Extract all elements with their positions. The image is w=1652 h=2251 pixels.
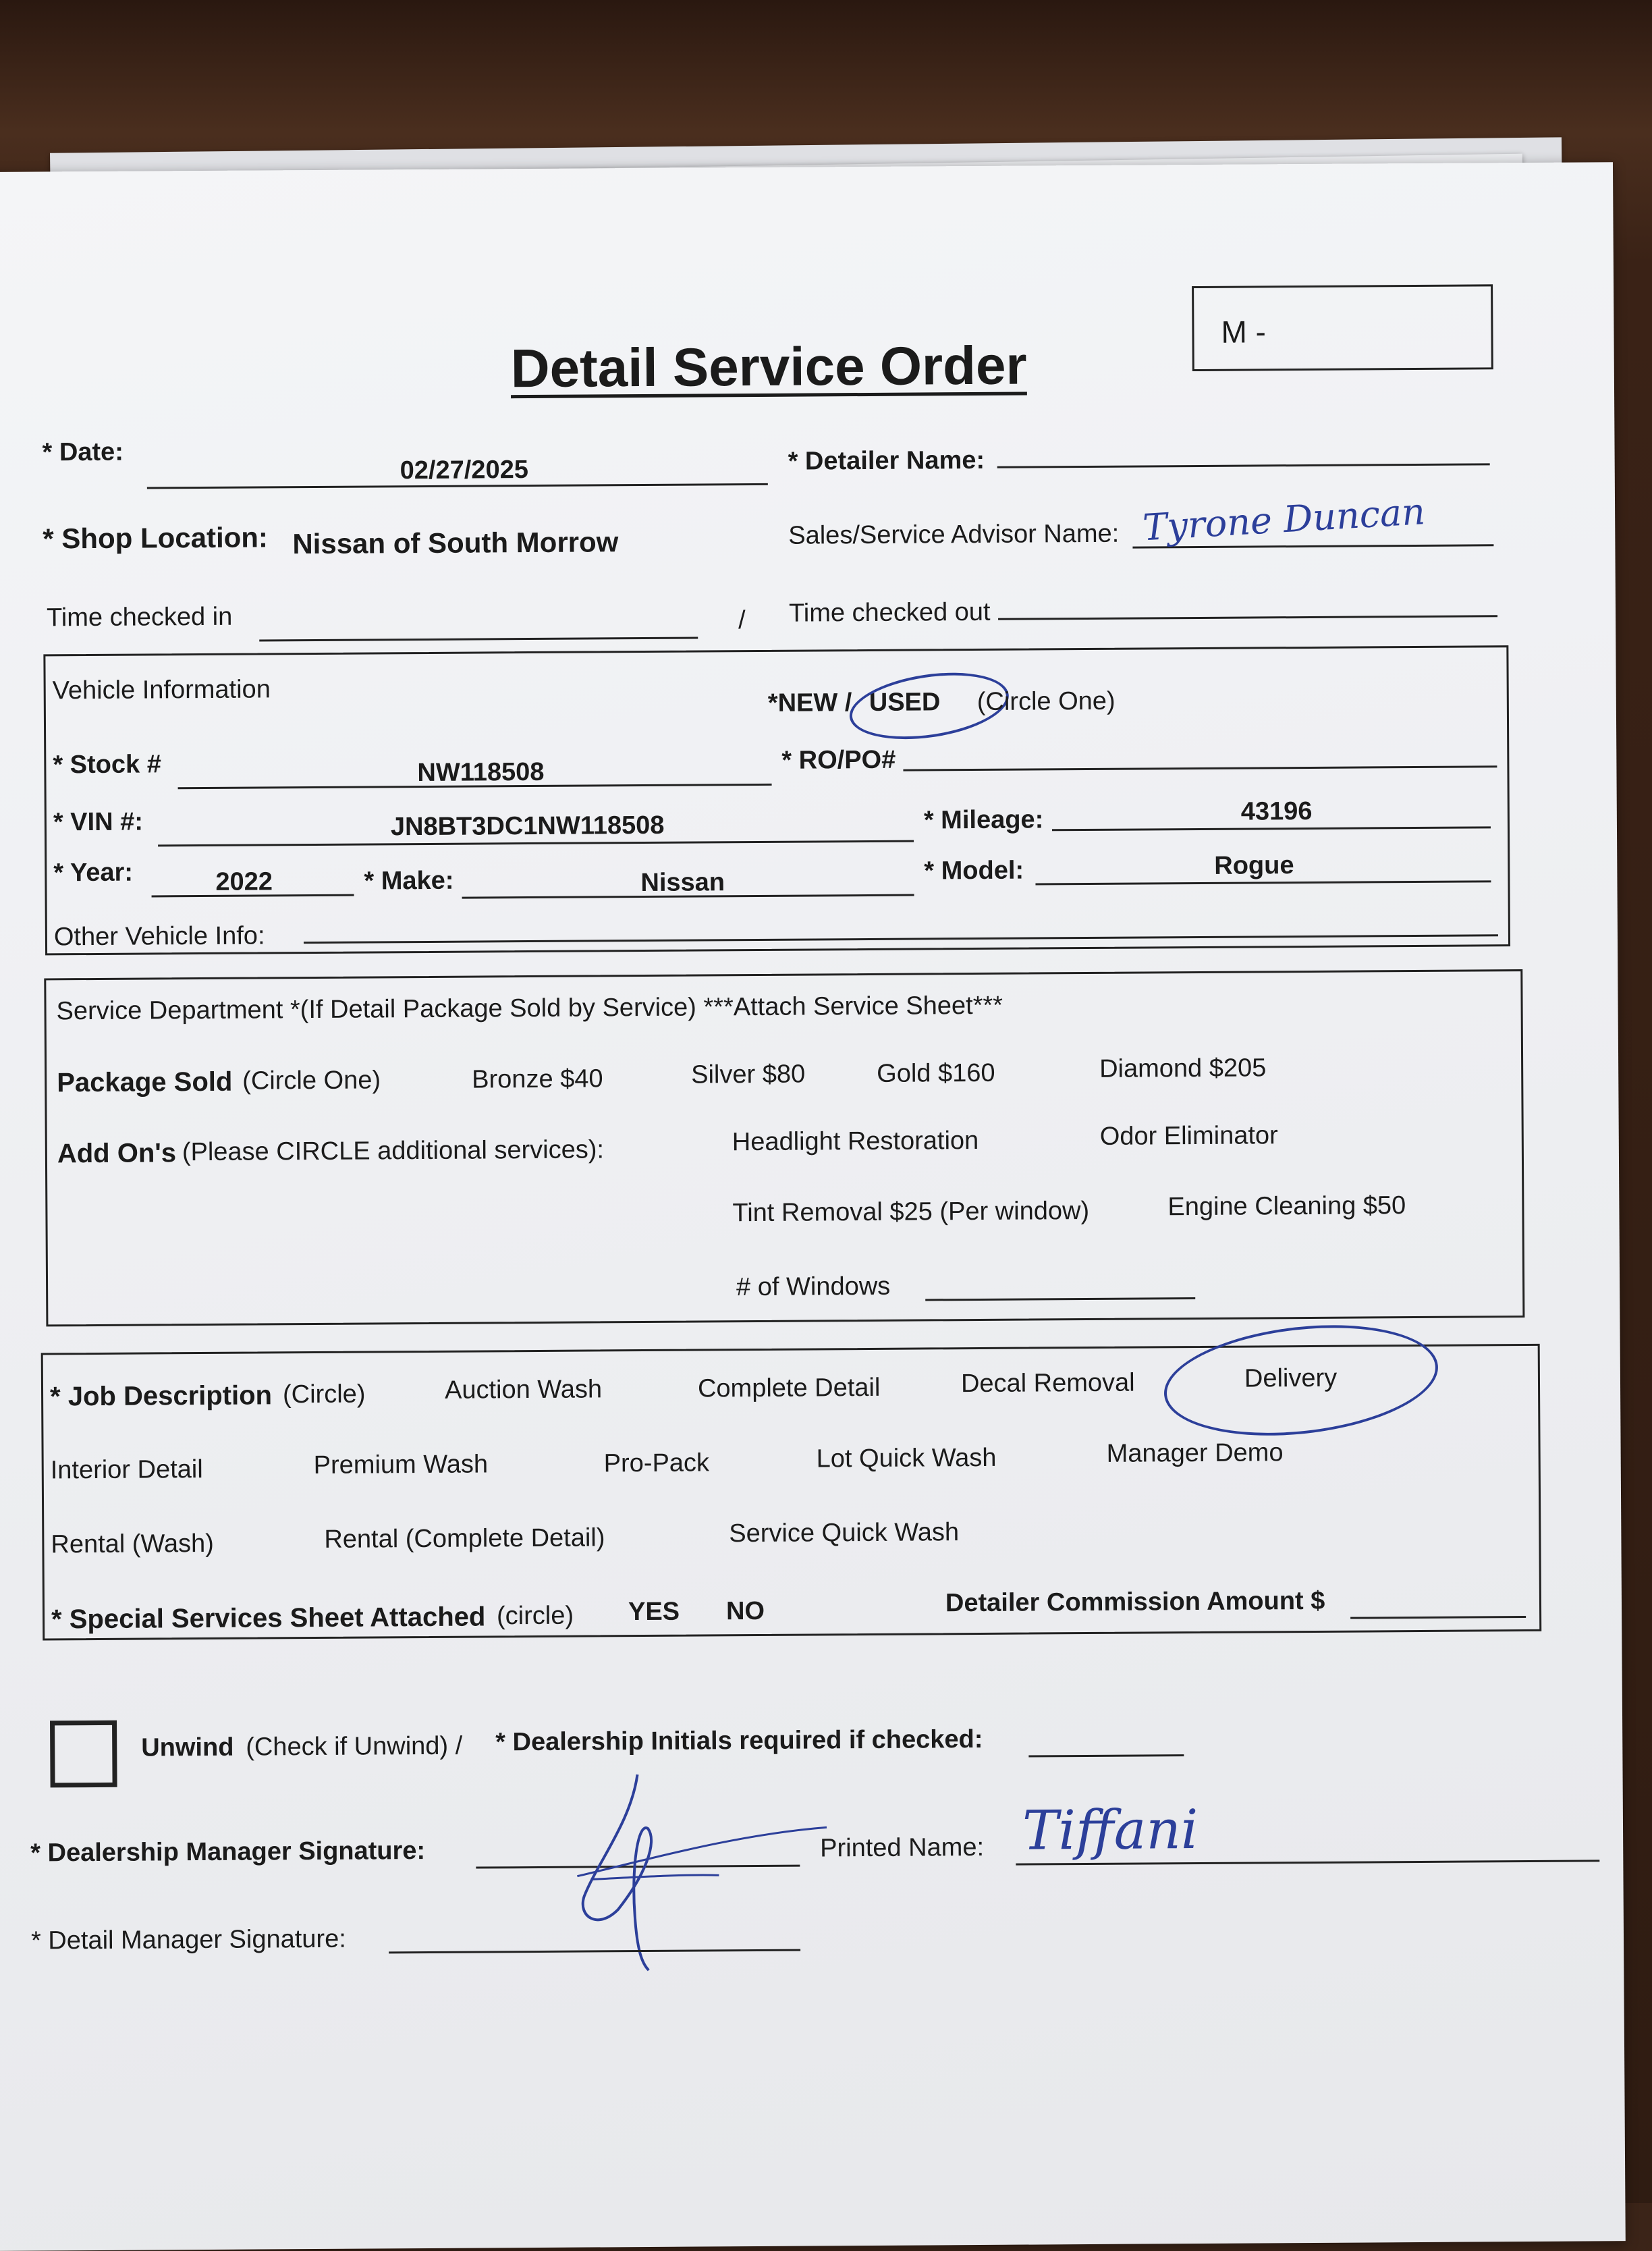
make-value[interactable]: Nissan — [640, 868, 725, 898]
unwind-checkbox[interactable] — [50, 1720, 117, 1788]
special-services-no[interactable]: NO — [725, 1596, 765, 1626]
make-label: * Make: — [364, 866, 454, 896]
used-option-circled[interactable]: USED — [869, 688, 941, 717]
vin-line — [158, 840, 914, 847]
vehicle-section-label: Vehicle Information — [52, 675, 271, 705]
addon-tint-removal[interactable]: Tint Removal $25 (Per window) — [732, 1196, 1090, 1228]
form-title: Detail Service Order — [510, 335, 1027, 399]
ro-po-line[interactable] — [903, 765, 1497, 771]
detailer-name-line[interactable] — [997, 463, 1490, 468]
job-premium-wash[interactable]: Premium Wash — [313, 1450, 489, 1480]
mileage-value[interactable]: 43196 — [1240, 796, 1313, 826]
advisor-label: Sales/Service Advisor Name: — [788, 519, 1120, 550]
job-auction-wash[interactable]: Auction Wash — [444, 1375, 603, 1405]
stock-label: * Stock # — [53, 750, 162, 780]
date-label: * Date: — [42, 437, 124, 467]
order-number-box[interactable] — [1192, 284, 1493, 371]
package-silver[interactable]: Silver $80 — [691, 1060, 806, 1089]
other-vehicle-info-line[interactable] — [304, 934, 1498, 944]
job-service-quick-wash[interactable]: Service Quick Wash — [729, 1518, 960, 1548]
job-manager-demo[interactable]: Manager Demo — [1106, 1438, 1284, 1468]
job-rental-complete-detail[interactable]: Rental (Complete Detail) — [324, 1523, 605, 1554]
unwind-hint: (Check if Unwind) / — [246, 1731, 463, 1762]
windows-count-line[interactable] — [925, 1297, 1195, 1301]
year-value[interactable]: 2022 — [215, 867, 273, 896]
package-sold-hint: (Circle One) — [242, 1066, 381, 1095]
job-delivery-circled[interactable]: Delivery — [1244, 1363, 1338, 1393]
detail-manager-signature-label: * Detail Manager Signature: — [30, 1924, 346, 1955]
special-services-hint: (circle) — [496, 1601, 574, 1631]
shop-location-label: * Shop Location: — [43, 521, 269, 555]
model-value[interactable]: Rogue — [1214, 851, 1294, 880]
stock-value[interactable]: NW118508 — [417, 757, 545, 788]
unwind-label: Unwind — [141, 1733, 234, 1762]
dealership-manager-signature-label: * Dealership Manager Signature: — [30, 1837, 426, 1868]
dealership-initials-line[interactable] — [1028, 1754, 1184, 1757]
dealership-initials-label: * Dealership Initials required if checked: — [495, 1725, 983, 1757]
delivery-circle-mark — [1158, 1312, 1443, 1448]
package-bronze[interactable]: Bronze $40 — [472, 1064, 603, 1094]
addon-odor-eliminator[interactable]: Odor Eliminator — [1099, 1121, 1278, 1151]
addon-headlight-restoration[interactable]: Headlight Restoration — [732, 1126, 979, 1157]
time-in-line[interactable] — [259, 637, 698, 642]
advisor-handwritten-name: Tyrone Duncan — [1141, 490, 1427, 549]
job-rental-wash[interactable]: Rental (Wash) — [51, 1529, 214, 1559]
service-department-section — [44, 969, 1524, 1326]
mileage-label: * Mileage: — [923, 805, 1044, 835]
vehicle-information-section — [43, 645, 1510, 955]
vin-label: * VIN #: — [53, 807, 144, 837]
time-separator: / — [738, 606, 746, 635]
windows-count-label: # of Windows — [736, 1272, 891, 1302]
other-vehicle-info-label: Other Vehicle Info: — [53, 921, 265, 952]
job-description-hint: (Circle) — [282, 1380, 366, 1409]
service-department-header: Service Department *(If Detail Package Sold by Service) ***Attach Service Sheet*** — [56, 991, 1003, 1026]
commission-label: Detailer Commission Amount $ — [945, 1586, 1325, 1618]
service-order-form — [0, 162, 1626, 2251]
dealership-manager-signature — [556, 1760, 841, 1978]
commission-line[interactable] — [1350, 1616, 1526, 1619]
job-lot-quick-wash[interactable]: Lot Quick Wash — [816, 1443, 997, 1473]
special-services-label: * Special Services Sheet Attached — [51, 1602, 486, 1635]
shop-location-value: Nissan of South Morrow — [292, 526, 619, 560]
time-out-label: Time checked out — [788, 597, 991, 628]
printed-name-label: Printed Name: — [820, 1833, 985, 1863]
job-decal-removal[interactable]: Decal Removal — [960, 1368, 1135, 1399]
add-ons-label: Add On's — [57, 1138, 177, 1169]
model-line — [1035, 880, 1491, 885]
new-used-hint: (Circle One) — [976, 686, 1116, 716]
ro-po-label: * RO/PO# — [781, 745, 896, 775]
package-diamond[interactable]: Diamond $205 — [1099, 1054, 1267, 1083]
job-description-label: * Job Description — [49, 1380, 273, 1412]
package-gold[interactable]: Gold $160 — [877, 1058, 995, 1088]
model-label: * Model: — [924, 856, 1024, 886]
job-description-section — [41, 1344, 1542, 1641]
job-pro-pack[interactable]: Pro-Pack — [603, 1448, 710, 1478]
printed-name-handwritten: Tiffani — [1022, 1798, 1199, 1862]
year-label: * Year: — [53, 858, 134, 888]
order-number-label: M - — [1221, 314, 1267, 350]
new-option[interactable]: *NEW / — [767, 688, 852, 717]
vin-value[interactable]: JN8BT3DC1NW118508 — [390, 811, 665, 842]
job-interior-detail[interactable]: Interior Detail — [50, 1455, 203, 1485]
date-value[interactable]: 02/27/2025 — [400, 456, 529, 485]
time-in-label: Time checked in — [46, 602, 233, 632]
addon-engine-cleaning[interactable]: Engine Cleaning $50 — [1167, 1191, 1406, 1222]
detailer-name-label: * Detailer Name: — [788, 445, 985, 476]
package-sold-label: Package Sold — [57, 1066, 233, 1098]
mileage-line — [1052, 826, 1491, 831]
special-services-yes[interactable]: YES — [628, 1597, 680, 1627]
job-complete-detail[interactable]: Complete Detail — [697, 1373, 881, 1403]
add-ons-hint: (Please CIRCLE additional services): — [182, 1135, 605, 1167]
time-out-line[interactable] — [998, 615, 1497, 620]
